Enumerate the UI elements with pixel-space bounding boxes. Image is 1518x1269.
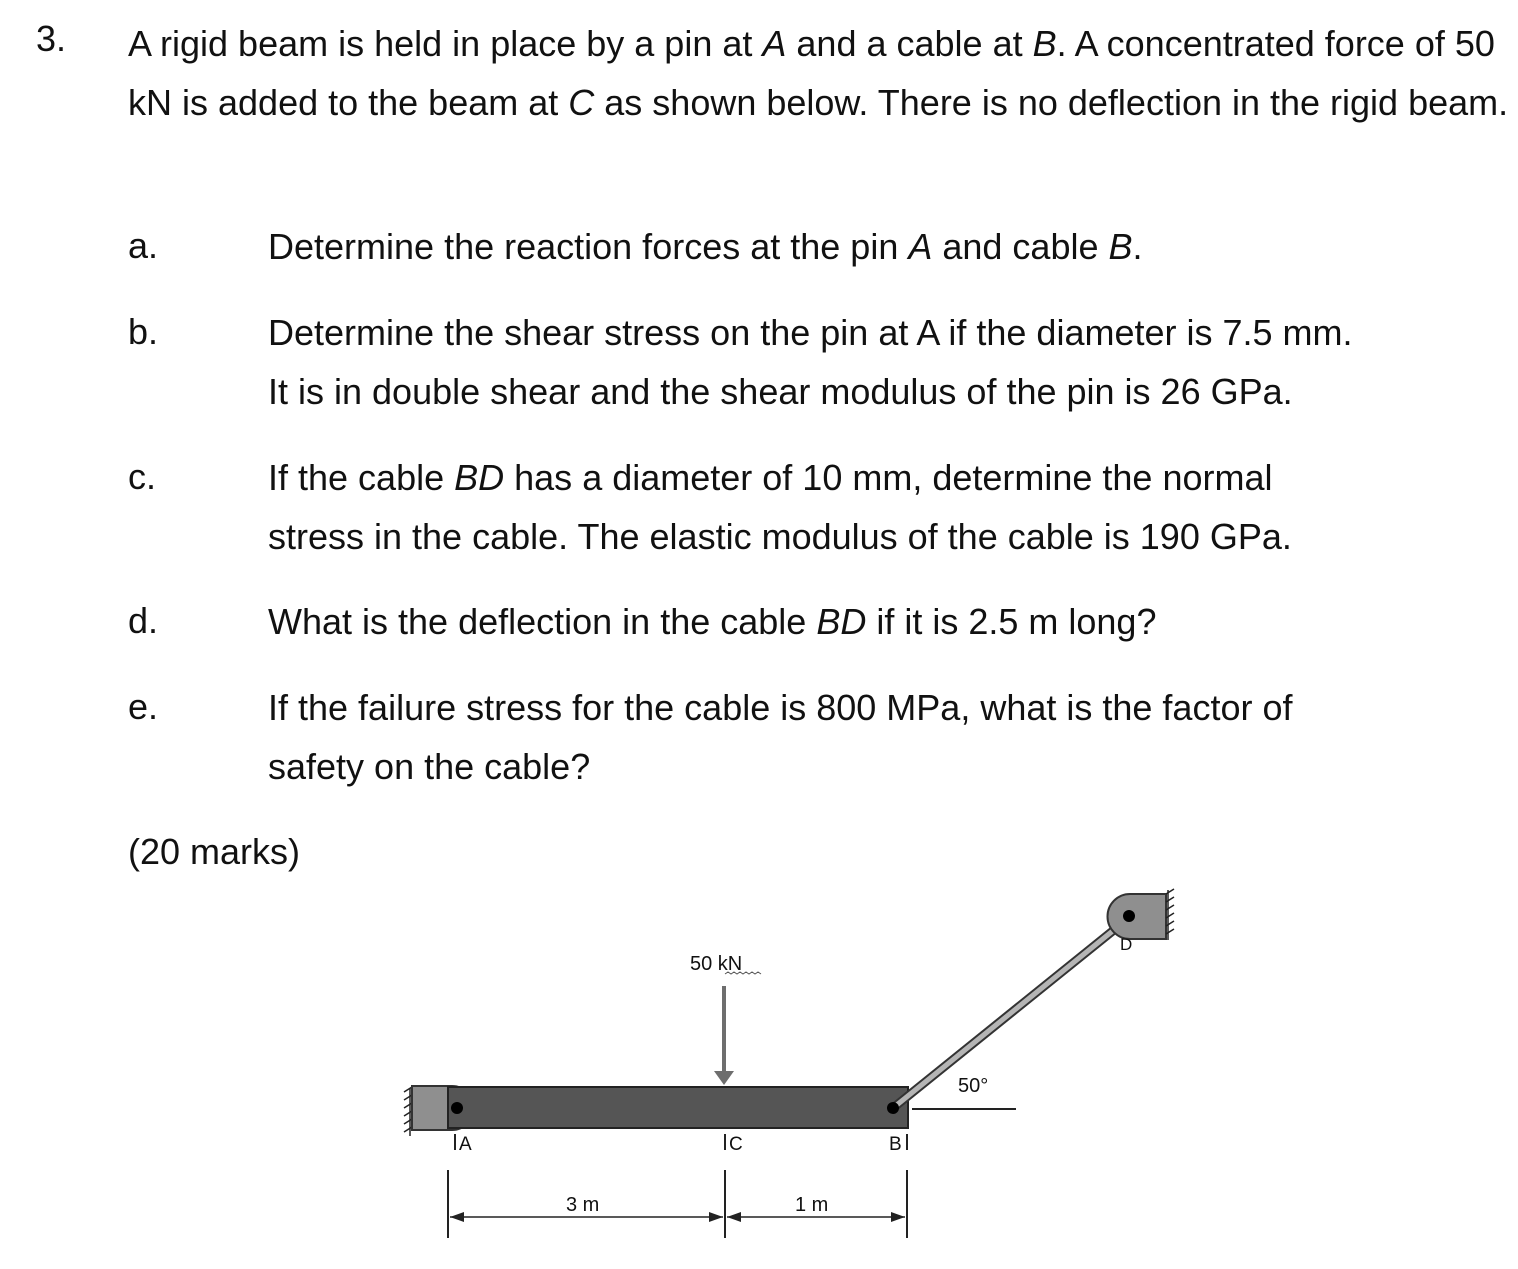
part-b-line1: Determine the shear stress on the pin at A if the diameter is 7.5 mm.	[268, 312, 1353, 353]
part-e-label: e.	[128, 686, 159, 727]
part-c-label: c.	[128, 456, 157, 497]
part-d-text: What is the deflection in the cable BD if it is 2.5 m long?	[268, 601, 1157, 642]
point-a-label: A	[459, 1134, 472, 1155]
part-c-line2: stress in the cable. The elastic modulus of the cable is 190 GPa.	[268, 516, 1292, 557]
angle-label: 50°	[958, 1075, 989, 1097]
point-b-label: B	[889, 1134, 902, 1155]
part-e-line2: safety on the cable?	[268, 746, 591, 787]
dim-arrow-ac-right	[709, 1212, 723, 1222]
dim-arrow-cb-left	[727, 1212, 741, 1222]
part-a-text: Determine the reaction forces at the pin A and cable B.	[268, 226, 1143, 267]
pin-b	[887, 1102, 899, 1114]
question-intro: A rigid beam is held in place by a pin at A and a cable at B. A concentrated force of 50 kN is added to the beam at C as shown below. There is no deflection in the rigid beam.	[128, 23, 1509, 123]
point-d-label: D	[1120, 935, 1133, 954]
rigid-beam	[448, 1087, 908, 1128]
question-number: 3.	[36, 18, 67, 59]
part-e-line1: If the failure stress for the cable is 800 MPa, what is the factor of	[268, 687, 1293, 728]
wall-hatch-a	[404, 1087, 412, 1136]
force-label: 50 kN	[690, 953, 743, 975]
pin-support-d	[1108, 894, 1166, 939]
dim-arrow-ac-left	[450, 1212, 464, 1222]
dim-label-cb: 1 m	[795, 1194, 829, 1216]
wall-hatch-d	[1166, 889, 1174, 940]
marks-total: (20 marks)	[128, 831, 301, 872]
part-c-line1: If the cable BD has a diameter of 10 mm, determine the normal	[268, 457, 1273, 498]
part-d-label: d.	[128, 600, 159, 641]
pin-d-hole	[1123, 910, 1135, 922]
pin-a-hole	[451, 1102, 463, 1114]
force-arrow-head	[714, 1071, 734, 1085]
dim-label-ac: 3 m	[566, 1194, 600, 1216]
cable-bd	[893, 917, 1133, 1108]
part-b-line2: It is in double shear and the shear modulus of the pin is 26 GPa.	[268, 371, 1293, 412]
part-b-label: b.	[128, 311, 159, 352]
dim-arrow-cb-right	[891, 1212, 905, 1222]
part-a-label: a.	[128, 225, 159, 266]
point-c-label: C	[729, 1134, 743, 1155]
